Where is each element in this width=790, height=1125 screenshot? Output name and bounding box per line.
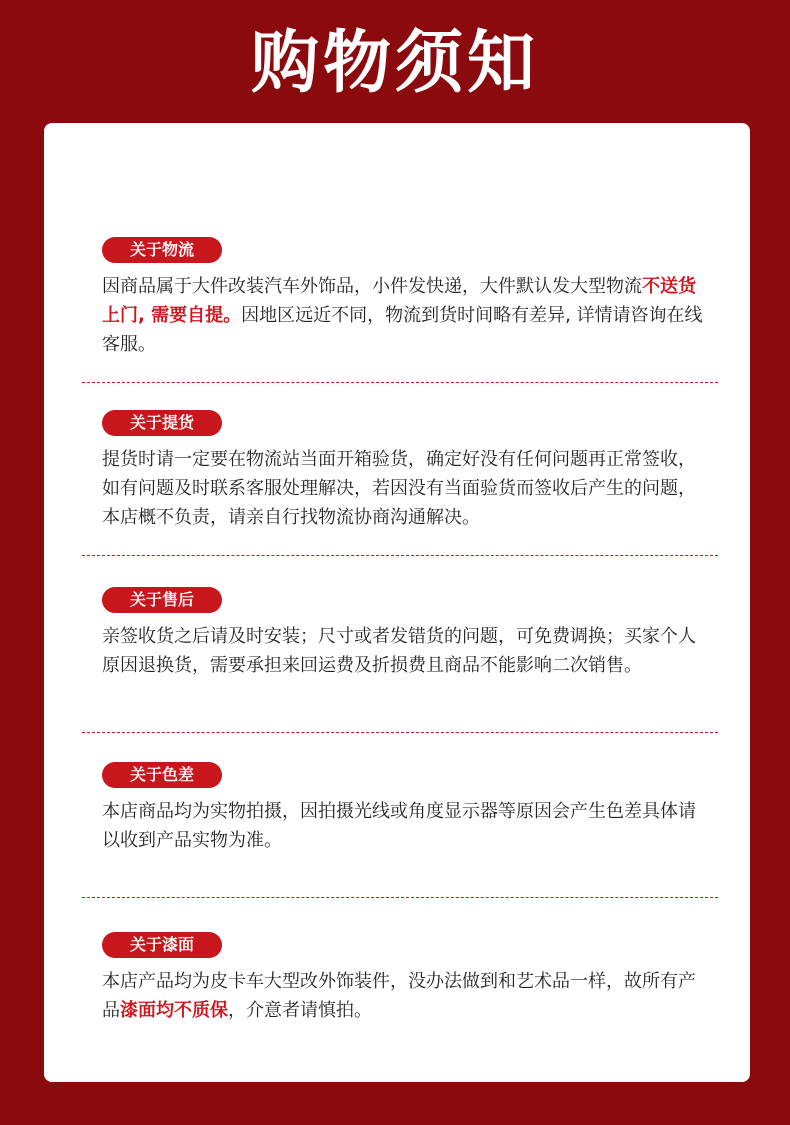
paint-text-part-1: 本店产品均为皮卡车大型改外饰装件，没办法做到和艺术品一样，故所有产品: [102, 971, 696, 1021]
paint-highlight: 漆面均不质保: [120, 1000, 228, 1021]
section-label-color-difference: 关于色差: [102, 762, 222, 788]
divider: [82, 555, 718, 556]
notice-card: [44, 123, 750, 1082]
divider: [82, 382, 718, 383]
divider: [82, 897, 718, 898]
paint-text-part-2: ，介意者请慎拍。: [228, 1000, 372, 1021]
section-color-difference: [102, 762, 712, 855]
logistics-text-part-2: 因地区远近不同，物流到货时间略有差异, 详情请咨询在线客服。: [102, 305, 703, 355]
section-text-pickup: 提货时请一定要在物流站当面开箱验货，确定好没有任何问题再正常签收，如有问题及时联系客服处理解决，若因没有当面验货而签收后产生的问题，本店概不负责，请亲自行找物流协商沟通解决。: [102, 449, 696, 528]
logistics-text-part-1: 因商品属于大件改装汽车外饰品，小件发快递，大件默认发大型物流: [102, 276, 642, 297]
section-pickup: [102, 410, 712, 532]
logistics-highlight: 不送货上门, 需要自提。: [102, 276, 696, 326]
section-logistics: [102, 237, 712, 359]
divider: [82, 732, 718, 733]
section-text-color-difference: 本店商品均为实物拍摄，因拍摄光线或角度显示器等原因会产生色差具体请以收到产品实物为准。: [102, 801, 696, 851]
section-label-logistics: 关于物流: [102, 237, 222, 263]
page-title: 购物须知: [250, 24, 539, 103]
section-after-sales: [102, 587, 712, 680]
section-label-pickup: 关于提货: [102, 410, 222, 436]
section-text-logistics: [102, 272, 712, 359]
section-text-paint: [102, 967, 712, 1025]
section-label-after-sales: 关于售后: [102, 587, 222, 613]
section-paint: [102, 932, 712, 1025]
section-text-after-sales: 亲签收货之后请及时安装；尺寸或者发错货的问题，可免费调换；买家个人原因退换货，需要承担来回运费及折损费且商品不能影响二次销售。: [102, 626, 696, 676]
section-label-paint: 关于漆面: [102, 932, 222, 958]
